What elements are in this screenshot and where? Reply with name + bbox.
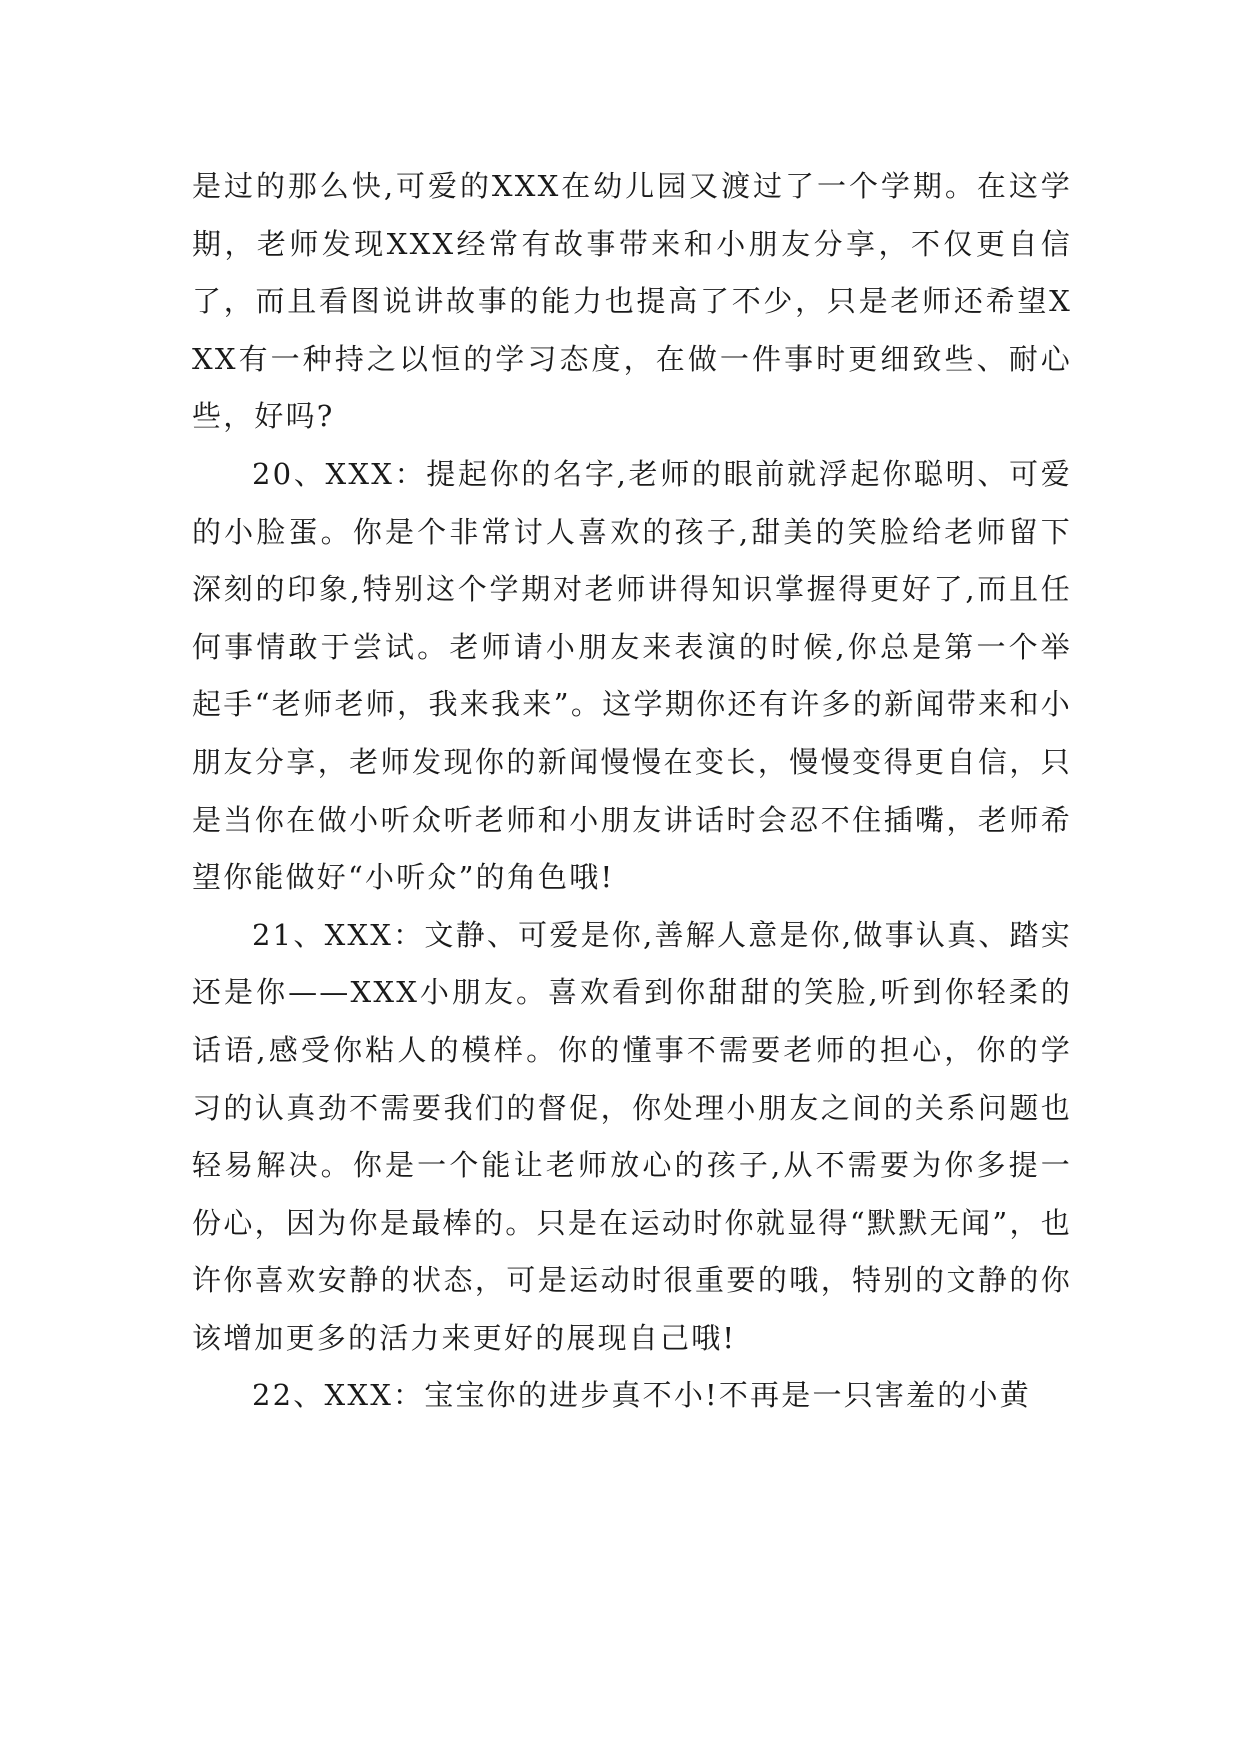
paragraph-21: 21、XXX：文静、可爱是你,善解人意是你,做事认真、踏实还是你——XXX小朋友。喜欢看到你甜甜的笑脸,听到你轻柔的话语,感受你粘人的模样。你的懂事不需要老师的担心，你的学习的认真劲不需要我们的督促，你处理小朋友之间的关系问题也轻易解决。你是一个能让老师放心的孩子,从不需要为你多提一份心，因为你是最棒的。只是在运动时你就显得“默默无闻”，也许你喜欢安静的状态，可是运动时很重要的哦，特别的文静的你该增加更多的活力来更好的展现自己哦!	[192, 917, 1072, 1355]
paragraph-20: 20、XXX：提起你的名字,老师的眼前就浮起你聪明、可爱的小脸蛋。你是个非常讨人喜欢的孩子,甜美的笑脸给老师留下深刻的印象,特别这个学期对老师讲得知识掌握得更好了,而且任何事情敢于尝试。老师请小朋友来表演的时候,你总是第一个举起手“老师老师，我来我来”。这学期你还有许多的新闻带来和小朋友分享，老师发现你的新闻慢慢在变长，慢慢变得更自信，只是当你在做小听众听老师和小朋友讲话时会忍不住插嘴，老师希望你能做好“小听众”的角色哦!	[192, 456, 1072, 895]
paragraph-22: 22、XXX：宝宝你的进步真不小!不再是一只害羞的小黄	[252, 1378, 1031, 1413]
paragraph-19-continued: 是过的那么快,可爱的XXX在幼儿园又渡过了一个学期。在这学期，老师发现XXX经常有故事带来和小朋友分享，不仅更自信了，而且看图说讲故事的能力也提高了不少，只是老师还希望XXX有一种持之以恒的学习态度，在做一件事时更细致些、耐心些，好吗?	[192, 169, 1072, 434]
document-body	[192, 158, 1072, 1425]
